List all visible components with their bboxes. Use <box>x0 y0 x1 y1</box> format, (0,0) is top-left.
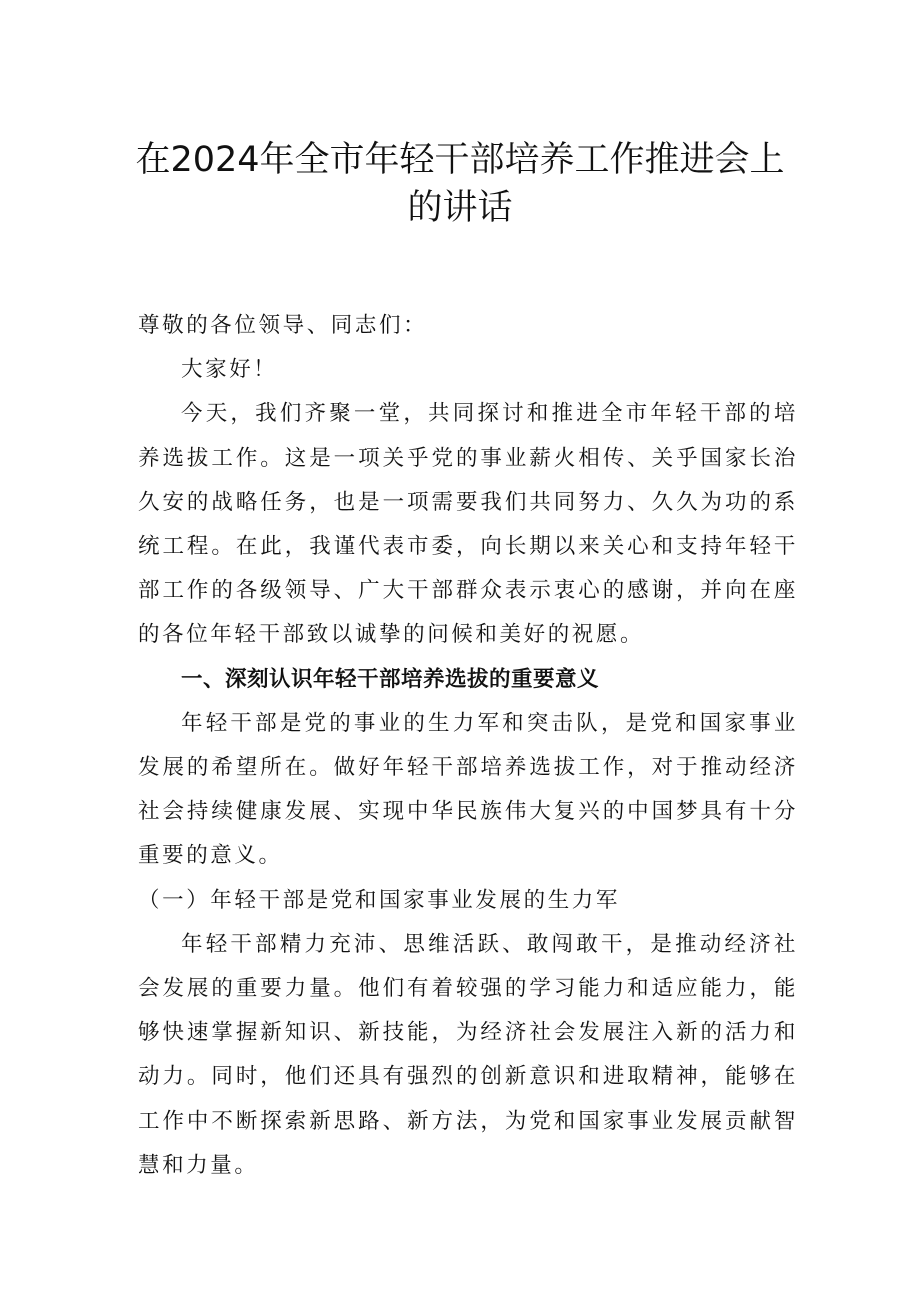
subsection-1-heading: （一）年轻干部是党和国家事业发展的生力军 <box>138 887 621 913</box>
section-1-heading: 一、深刻认识年轻干部培养选拔的重要意义 <box>181 666 600 692</box>
document-title-line-2: 的讲话 <box>407 188 513 228</box>
intro-paragraph: 今天，我们齐聚一堂，共同探讨和推进全市年轻干部的培养选拔工作。这是一项关乎党的事业薪火相传、关乎国家长治久安的战略任务，也是一项需要我们共同努力、久久为功的系统工程。在此，我谨代表市委，向长期以来关心和支持年轻干部工作的各级领导、广大干部群众表示衷心的感谢，并向在座的各位年轻干部致以诚挚的问候和美好的祝愿。 <box>138 401 798 648</box>
greeting: 大家好！ <box>181 357 278 383</box>
document-body <box>138 304 798 1188</box>
document-title-line-1: 在2024年全市年轻干部培养工作推进会上 <box>135 140 785 180</box>
subsection-1-paragraph: 年轻干部精力充沛、思维活跃、敢闯敢干，是推动经济社会发展的重要力量。他们有着较强的学习能力和适应能力，能够快速掌握新知识、新技能，为经济社会发展注入新的活力和动力。同时，他们还具有强烈的创新意识和进取精神，能够在工作中不断探索新思路、新方法，为党和国家事业发展贡献智慧和力量。 <box>138 931 798 1178</box>
salutation: 尊敬的各位领导、同志们： <box>138 313 428 338</box>
section-1-paragraph: 年轻干部是党的事业的生力军和突击队，是党和国家事业发展的希望所在。做好年轻干部培养选拔工作，对于推动经济社会持续健康发展、实现中华民族伟大复兴的中国梦具有十分重要的意义。 <box>138 710 798 869</box>
